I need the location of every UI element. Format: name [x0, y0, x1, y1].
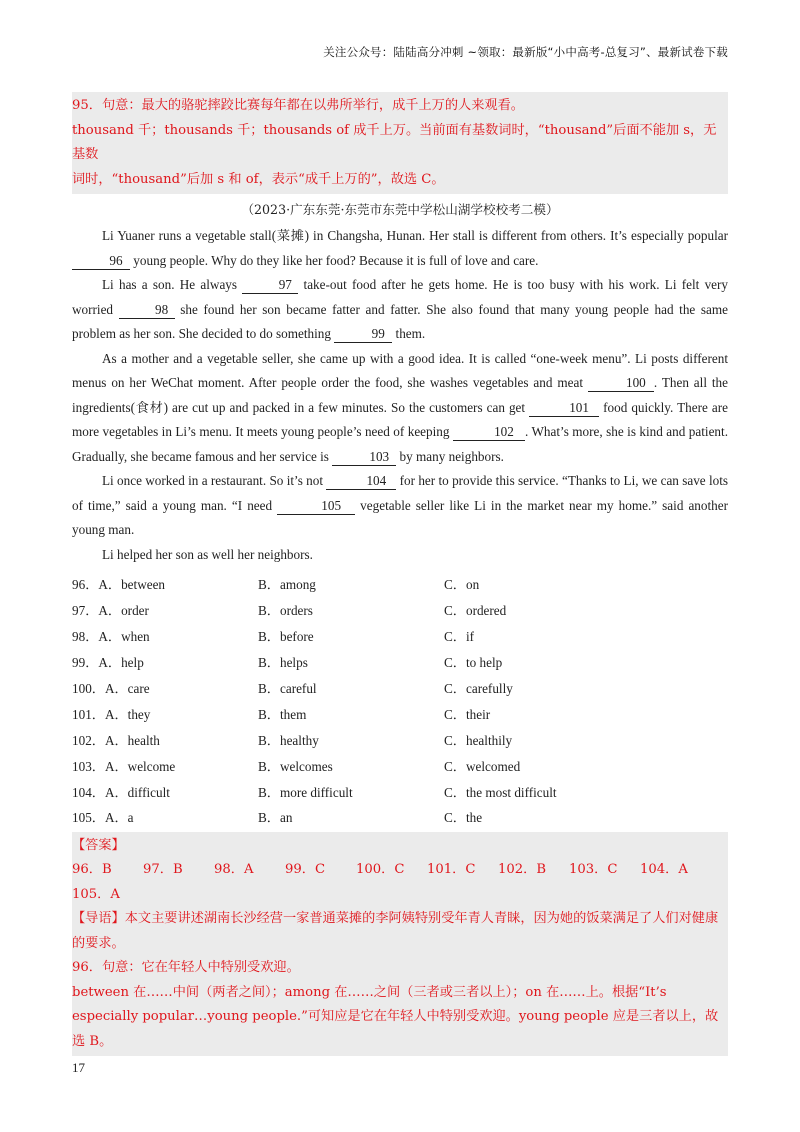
option-c: C．on [444, 577, 480, 593]
option-row-104 [72, 778, 728, 804]
answer-item: 97．B [143, 862, 183, 878]
blank-98: 98 [119, 302, 175, 319]
option-a: 96．A．between [72, 577, 166, 593]
paragraph-2: Li has a son. He always 97 take-out food after he gets home. He is too busy with his work. Li felt very worried 98 she found her son became fatter and fatter. She also found that many young people had the same problem as her son. She decided to do something 99 them. [72, 277, 729, 341]
blank-103: 103 [332, 449, 396, 466]
blank-99: 99 [334, 326, 392, 343]
option-a: 102．A．health [72, 732, 160, 748]
option-row-97 [72, 597, 728, 623]
option-c: C．healthily [444, 732, 513, 748]
paragraph-5: Li helped her son as well her neighbors. [102, 546, 313, 562]
q95-explain-1: thousand 千；thousands 千；thousands of 成千上万。当前面有基数词时，“thousand”后面不能加 s，无基数 [72, 122, 717, 162]
page-number: 17 [72, 1060, 85, 1075]
blank-105: 105 [277, 498, 355, 515]
option-row-100 [72, 675, 728, 701]
answer-item: 104．A [640, 862, 688, 878]
blank-101: 101 [529, 400, 599, 417]
option-row-101 [72, 700, 728, 726]
document-body [72, 92, 728, 1056]
option-c: C．to help [444, 655, 503, 671]
passage-source: （2023·广东东莞·东莞市东莞中学松山湖学校校考二模） [241, 202, 559, 217]
q95-explain-2: 词时，“thousand”后加 s 和 of，表示“成千上万的”，故选 C。 [72, 171, 445, 187]
guide-label: 【导语】 [72, 911, 125, 927]
answer-item-last: 105．A [72, 886, 120, 902]
answer-item: 102．B [498, 862, 547, 878]
explanation-box-95 [72, 92, 728, 194]
guide-text: 本文主要讲述湖南长沙经营一家普通菜摊的李阿姨特别受年青人青睐，因为她的饭菜满足了人们对健康的要求。 [72, 911, 719, 951]
option-row-105 [72, 804, 728, 830]
page-header: 关注公众号：陆陆高分冲刺 ~领取：最新版“小中高考-总复习”、最新试卷下载 [323, 45, 728, 59]
answer-item: 99．C [285, 862, 326, 878]
answer-item: 101．C [427, 862, 476, 878]
option-row-103 [72, 752, 728, 778]
option-b: B．more difficult [258, 784, 353, 800]
cloze-passage [72, 224, 728, 567]
option-c: C．if [444, 629, 475, 645]
guide-paragraph [72, 907, 728, 956]
option-a: 99．A．help [72, 655, 144, 671]
option-b: B．before [258, 629, 314, 645]
answer-label: 【答案】 [72, 837, 125, 853]
answer-list [72, 858, 728, 883]
option-row-99 [72, 649, 728, 675]
option-b: B．orders [258, 603, 313, 619]
blank-97: 97 [242, 277, 298, 294]
options-list [72, 571, 728, 830]
answer-item: 98．A [214, 862, 254, 878]
option-b: B．helps [258, 655, 308, 671]
option-a: 105．A．a [72, 810, 134, 826]
paragraph-4: Li once worked in a restaurant. So it’s not 104 for her to provide this service. “Thanks to Li, we can save lots of time,” said a young man. “I need 105 vegetable seller like Li in the market near my home.” said another young man. [72, 473, 729, 537]
blank-102: 102 [453, 424, 525, 441]
option-a: 104．A．difficult [72, 784, 170, 800]
option-a: 101．A．they [72, 706, 151, 722]
q96-meaning: 96．句意：它在年轻人中特别受欢迎。 [72, 960, 300, 976]
option-b: B．among [258, 577, 316, 593]
q95-meaning: 95．句意：最大的骆驼摔跤比赛每年都在以弗所举行，成千上万的人来观看。 [72, 98, 524, 113]
option-c: C．ordered [444, 603, 507, 619]
answer-item: 100．C [356, 862, 405, 878]
option-b: B．them [258, 706, 307, 722]
answer-item: 103．C [569, 862, 618, 878]
option-row-102 [72, 726, 728, 752]
option-c: C．their [444, 706, 491, 722]
option-a: 98．A．when [72, 629, 150, 645]
option-b: B．welcomes [258, 758, 333, 774]
option-a: 103．A．welcome [72, 758, 176, 774]
option-row-98 [72, 623, 728, 649]
paragraph-1: Li Yuaner runs a vegetable stall(菜摊) in Changsha, Hunan. Her stall is different from others. It’s especially popular 96 young people. Why do they like her food? Because it is full of love and care. [72, 224, 728, 273]
q96-explain: between 在……中间（两者之间）；among 在……之间（三者或三者以上）；on 在……上。根据“It’s especially popular…young people.”可知应是它在年轻人中特别受欢迎。young people 应是三者以上，故选 B。 [72, 984, 719, 1049]
option-c: C．the most difficult [444, 784, 557, 800]
option-b: B．an [258, 810, 293, 826]
paragraph-3: As a mother and a vegetable seller, she came up with a good idea. It is called “one-week menu”. Li posts different menus on her WeChat moment. After people order the food, she washes vegetables and meat 100 . Then all the ingredients(食材) are cut up and packed in a few minutes. So the customers can get 101 food quickly. There are more vegetables in Li’s menu. It meets young people’s need of keeping 102 . What’s more, she is kind and patient. Gradually, she became famous and her service is 103 by many neighbors. [72, 350, 728, 464]
answer-box [72, 832, 728, 1057]
option-c: C．welcomed [444, 758, 521, 774]
answer-item: 96．B [72, 862, 112, 878]
blank-96: 96 [72, 253, 130, 270]
option-a: 100．A．care [72, 681, 150, 696]
blank-100: 100 [588, 375, 654, 392]
option-b: B．healthy [258, 732, 319, 748]
option-b: B．careful [258, 681, 317, 696]
option-row-96 [72, 571, 728, 597]
option-c: C．carefully [444, 681, 513, 696]
blank-104: 104 [326, 473, 396, 490]
option-a: 97．A．order [72, 603, 149, 619]
option-c: C．the [444, 810, 483, 826]
